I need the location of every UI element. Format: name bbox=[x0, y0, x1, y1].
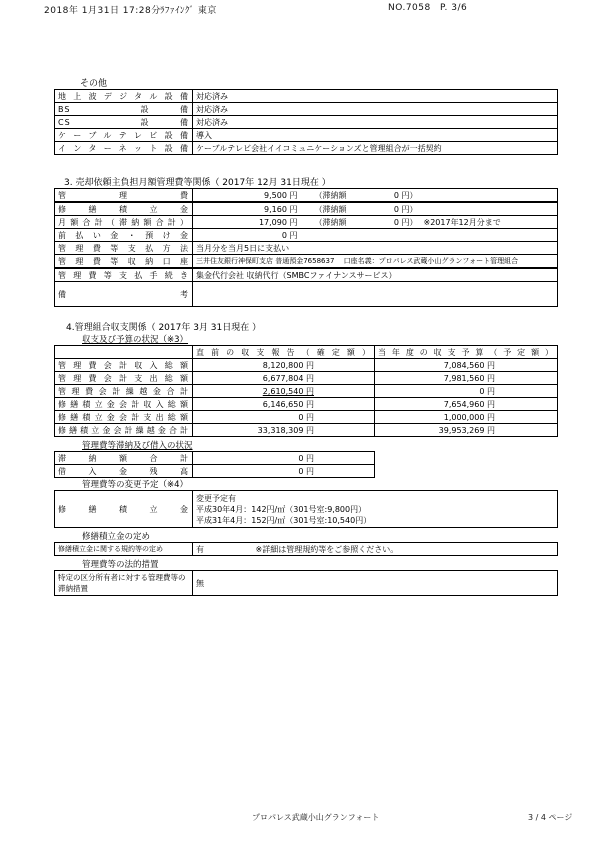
change-line: 変更予定有 bbox=[196, 493, 236, 503]
row-value: 当月分を当月5日に支払い bbox=[193, 242, 558, 255]
change-title: 管理費等の変更予定（※4） bbox=[82, 480, 189, 490]
table-row bbox=[55, 452, 558, 465]
arrears-table bbox=[54, 451, 558, 478]
row-label: 備考 bbox=[55, 282, 193, 307]
row-label: 滞納額合計 bbox=[55, 452, 193, 465]
arrears-label: （滞納額 bbox=[301, 202, 371, 216]
table-row bbox=[55, 255, 558, 269]
budget-value: 7,084,560 円 bbox=[375, 359, 558, 372]
footer-page: 3 / 4 ページ bbox=[528, 813, 573, 822]
row-value: 対応済み bbox=[193, 103, 558, 116]
row-label: 修繕積立金 bbox=[55, 491, 193, 528]
section4-subtitle: 収支及び予算の状況（※3） bbox=[82, 335, 189, 345]
note bbox=[421, 189, 558, 203]
amount: 0 円 bbox=[193, 229, 301, 242]
table-row bbox=[55, 103, 558, 116]
actual-value: 6,146,650 円 bbox=[193, 398, 375, 411]
arrears-label: （滞納額 bbox=[301, 189, 371, 203]
arrears-title: 管理費等滞納及び借入の状況 bbox=[82, 441, 193, 451]
actual-value: 33,318,309 円 bbox=[193, 424, 375, 437]
table-row bbox=[55, 268, 558, 282]
table-row bbox=[55, 116, 558, 129]
row-value: 0 円 bbox=[193, 452, 375, 465]
row-label: 管理費 bbox=[55, 189, 193, 203]
table-row bbox=[55, 229, 558, 242]
actual-value: 6,677,804 円 bbox=[193, 372, 375, 385]
table-row bbox=[55, 543, 558, 556]
table-row bbox=[55, 129, 558, 142]
budget-table bbox=[54, 345, 558, 437]
budget-value: 7,981,560 円 bbox=[375, 372, 558, 385]
budget-value: 39,953,269 円 bbox=[375, 424, 558, 437]
row-value: 無 bbox=[193, 571, 558, 596]
note bbox=[421, 202, 558, 216]
amount: 17,090 円 bbox=[193, 216, 301, 229]
arrears-value: 0 円） bbox=[371, 189, 421, 203]
change-line: 平成31年4月：152円/㎡（301号室:10,540円） bbox=[196, 515, 372, 525]
row-label: 修繕積立金会計支出総額 bbox=[55, 411, 193, 424]
row-label: 修繕積立金会計収入総額 bbox=[55, 398, 193, 411]
law-title: 管理費等の法的措置 bbox=[82, 560, 159, 570]
table-row bbox=[55, 359, 558, 372]
table-row bbox=[55, 424, 558, 437]
rules-title: 修繕積立金の定め bbox=[82, 532, 151, 542]
table-row bbox=[55, 571, 558, 596]
row-label: 管理費会計繰越金合計 bbox=[55, 385, 193, 398]
arrears-value: 0 円） bbox=[371, 216, 421, 229]
table-row bbox=[55, 202, 558, 216]
table-row bbox=[55, 398, 558, 411]
row-label: 前払い金・預け金 bbox=[55, 229, 193, 242]
law-table bbox=[54, 570, 558, 596]
change-table bbox=[54, 490, 558, 528]
fax-datetime: 2018年 1月31日 17:28分 bbox=[44, 6, 161, 16]
table-row bbox=[55, 216, 558, 229]
table-row bbox=[55, 242, 558, 255]
amount: 9,500 円 bbox=[193, 189, 301, 203]
fax-page: P. 3/6 bbox=[440, 3, 468, 13]
row-value: ケーブルテレビ会社イイコミュニケーションズと管理組合が一括契約 bbox=[193, 142, 558, 155]
fax-sender: ﾗﾌｧｲﾝｸﾞ 東京 bbox=[160, 6, 217, 16]
table-row bbox=[55, 372, 558, 385]
header-actual: 直前の収支報告（確定額） bbox=[193, 346, 375, 359]
table-row bbox=[55, 491, 558, 528]
actual-value: 2,610,540 円 bbox=[193, 385, 375, 398]
budget-value: 0 円 bbox=[375, 385, 558, 398]
row-value bbox=[193, 282, 558, 307]
footer-company: プロパレス武蔵小山グランフォート bbox=[252, 813, 380, 822]
header-empty bbox=[55, 346, 193, 359]
table-row bbox=[55, 411, 558, 424]
row-label: 修繕積立金に関する規約等の定め bbox=[55, 543, 193, 556]
actual-value: 0 円 bbox=[193, 411, 375, 424]
table-row bbox=[55, 385, 558, 398]
row-value: 三井住友銀行神保町支店 普通預金7658637 口座名義：プロパレス武蔵小山グランフォート管理組合 bbox=[193, 255, 558, 269]
row-value: 対応済み bbox=[193, 116, 558, 129]
section3-title: 3. 売却依頼主負担月額管理費等関係（ 2017年 12月 31日現在 ） bbox=[64, 178, 331, 188]
monthly-fees-table bbox=[54, 188, 558, 307]
row-label: BS 設備 bbox=[55, 103, 193, 116]
row-label: 修繕積立金 bbox=[55, 202, 193, 216]
arrears-value: 0 円） bbox=[371, 202, 421, 216]
row-label: 月額合計（滞納額合計） bbox=[55, 216, 193, 229]
row-note: ※詳細は管理規約等をご参照ください。 bbox=[253, 543, 558, 556]
table-row bbox=[55, 189, 558, 203]
row-label: 管理費会計収入総額 bbox=[55, 359, 193, 372]
change-details bbox=[193, 491, 558, 528]
row-label: インターネット設備 bbox=[55, 142, 193, 155]
table-header-row bbox=[55, 346, 558, 359]
fax-number: NO.7058 bbox=[388, 3, 431, 13]
row-label: 管理費等支払手続き bbox=[55, 268, 193, 282]
row-label: 借入金残高 bbox=[55, 465, 193, 478]
table-row bbox=[55, 142, 558, 155]
facilities-table bbox=[54, 89, 558, 155]
table-row bbox=[55, 465, 558, 478]
change-line: 平成30年4月：142円/㎡（301号室:9,800円） bbox=[196, 504, 367, 514]
budget-value: 1,000,000 円 bbox=[375, 411, 558, 424]
budget-value: 7,654,960 円 bbox=[375, 398, 558, 411]
row-label: 管理費等収納口座 bbox=[55, 255, 193, 269]
row-label: 修繕積立金会計繰越金合計 bbox=[55, 424, 193, 437]
section4-title: 4.管理組合収支関係（ 2017年 3月 31日現在 ） bbox=[66, 323, 262, 333]
row-value: 導入 bbox=[193, 129, 558, 142]
row-value: 対応済み bbox=[193, 90, 558, 103]
row-label: CS 設備 bbox=[55, 116, 193, 129]
arrears-label: （滞納額 bbox=[301, 216, 371, 229]
row-value: 0 円 bbox=[193, 465, 375, 478]
empty bbox=[375, 465, 558, 478]
row-label: 地上波デジタル設備 bbox=[55, 90, 193, 103]
row-label: 管理費等支払方法 bbox=[55, 242, 193, 255]
header-budget: 当年度の収支予算（予定額） bbox=[375, 346, 558, 359]
empty bbox=[375, 452, 558, 465]
empty bbox=[301, 229, 558, 242]
actual-value: 8,120,800 円 bbox=[193, 359, 375, 372]
facilities-title: その他 bbox=[80, 79, 108, 89]
amount: 9,160 円 bbox=[193, 202, 301, 216]
table-row bbox=[55, 282, 558, 307]
rules-table bbox=[54, 542, 558, 556]
row-value: 集金代行会社 収納代行（SMBCファイナンスサービス） bbox=[193, 268, 558, 282]
note: ※2017年12月分まで bbox=[421, 216, 558, 229]
table-row bbox=[55, 90, 558, 103]
row-value: 有 bbox=[193, 543, 253, 556]
row-label: ケーブルテレビ設備 bbox=[55, 129, 193, 142]
row-label: 特定の区分所有者に対する管理費等の滞納措置 bbox=[55, 571, 193, 596]
row-label: 管理費会計支出総額 bbox=[55, 372, 193, 385]
